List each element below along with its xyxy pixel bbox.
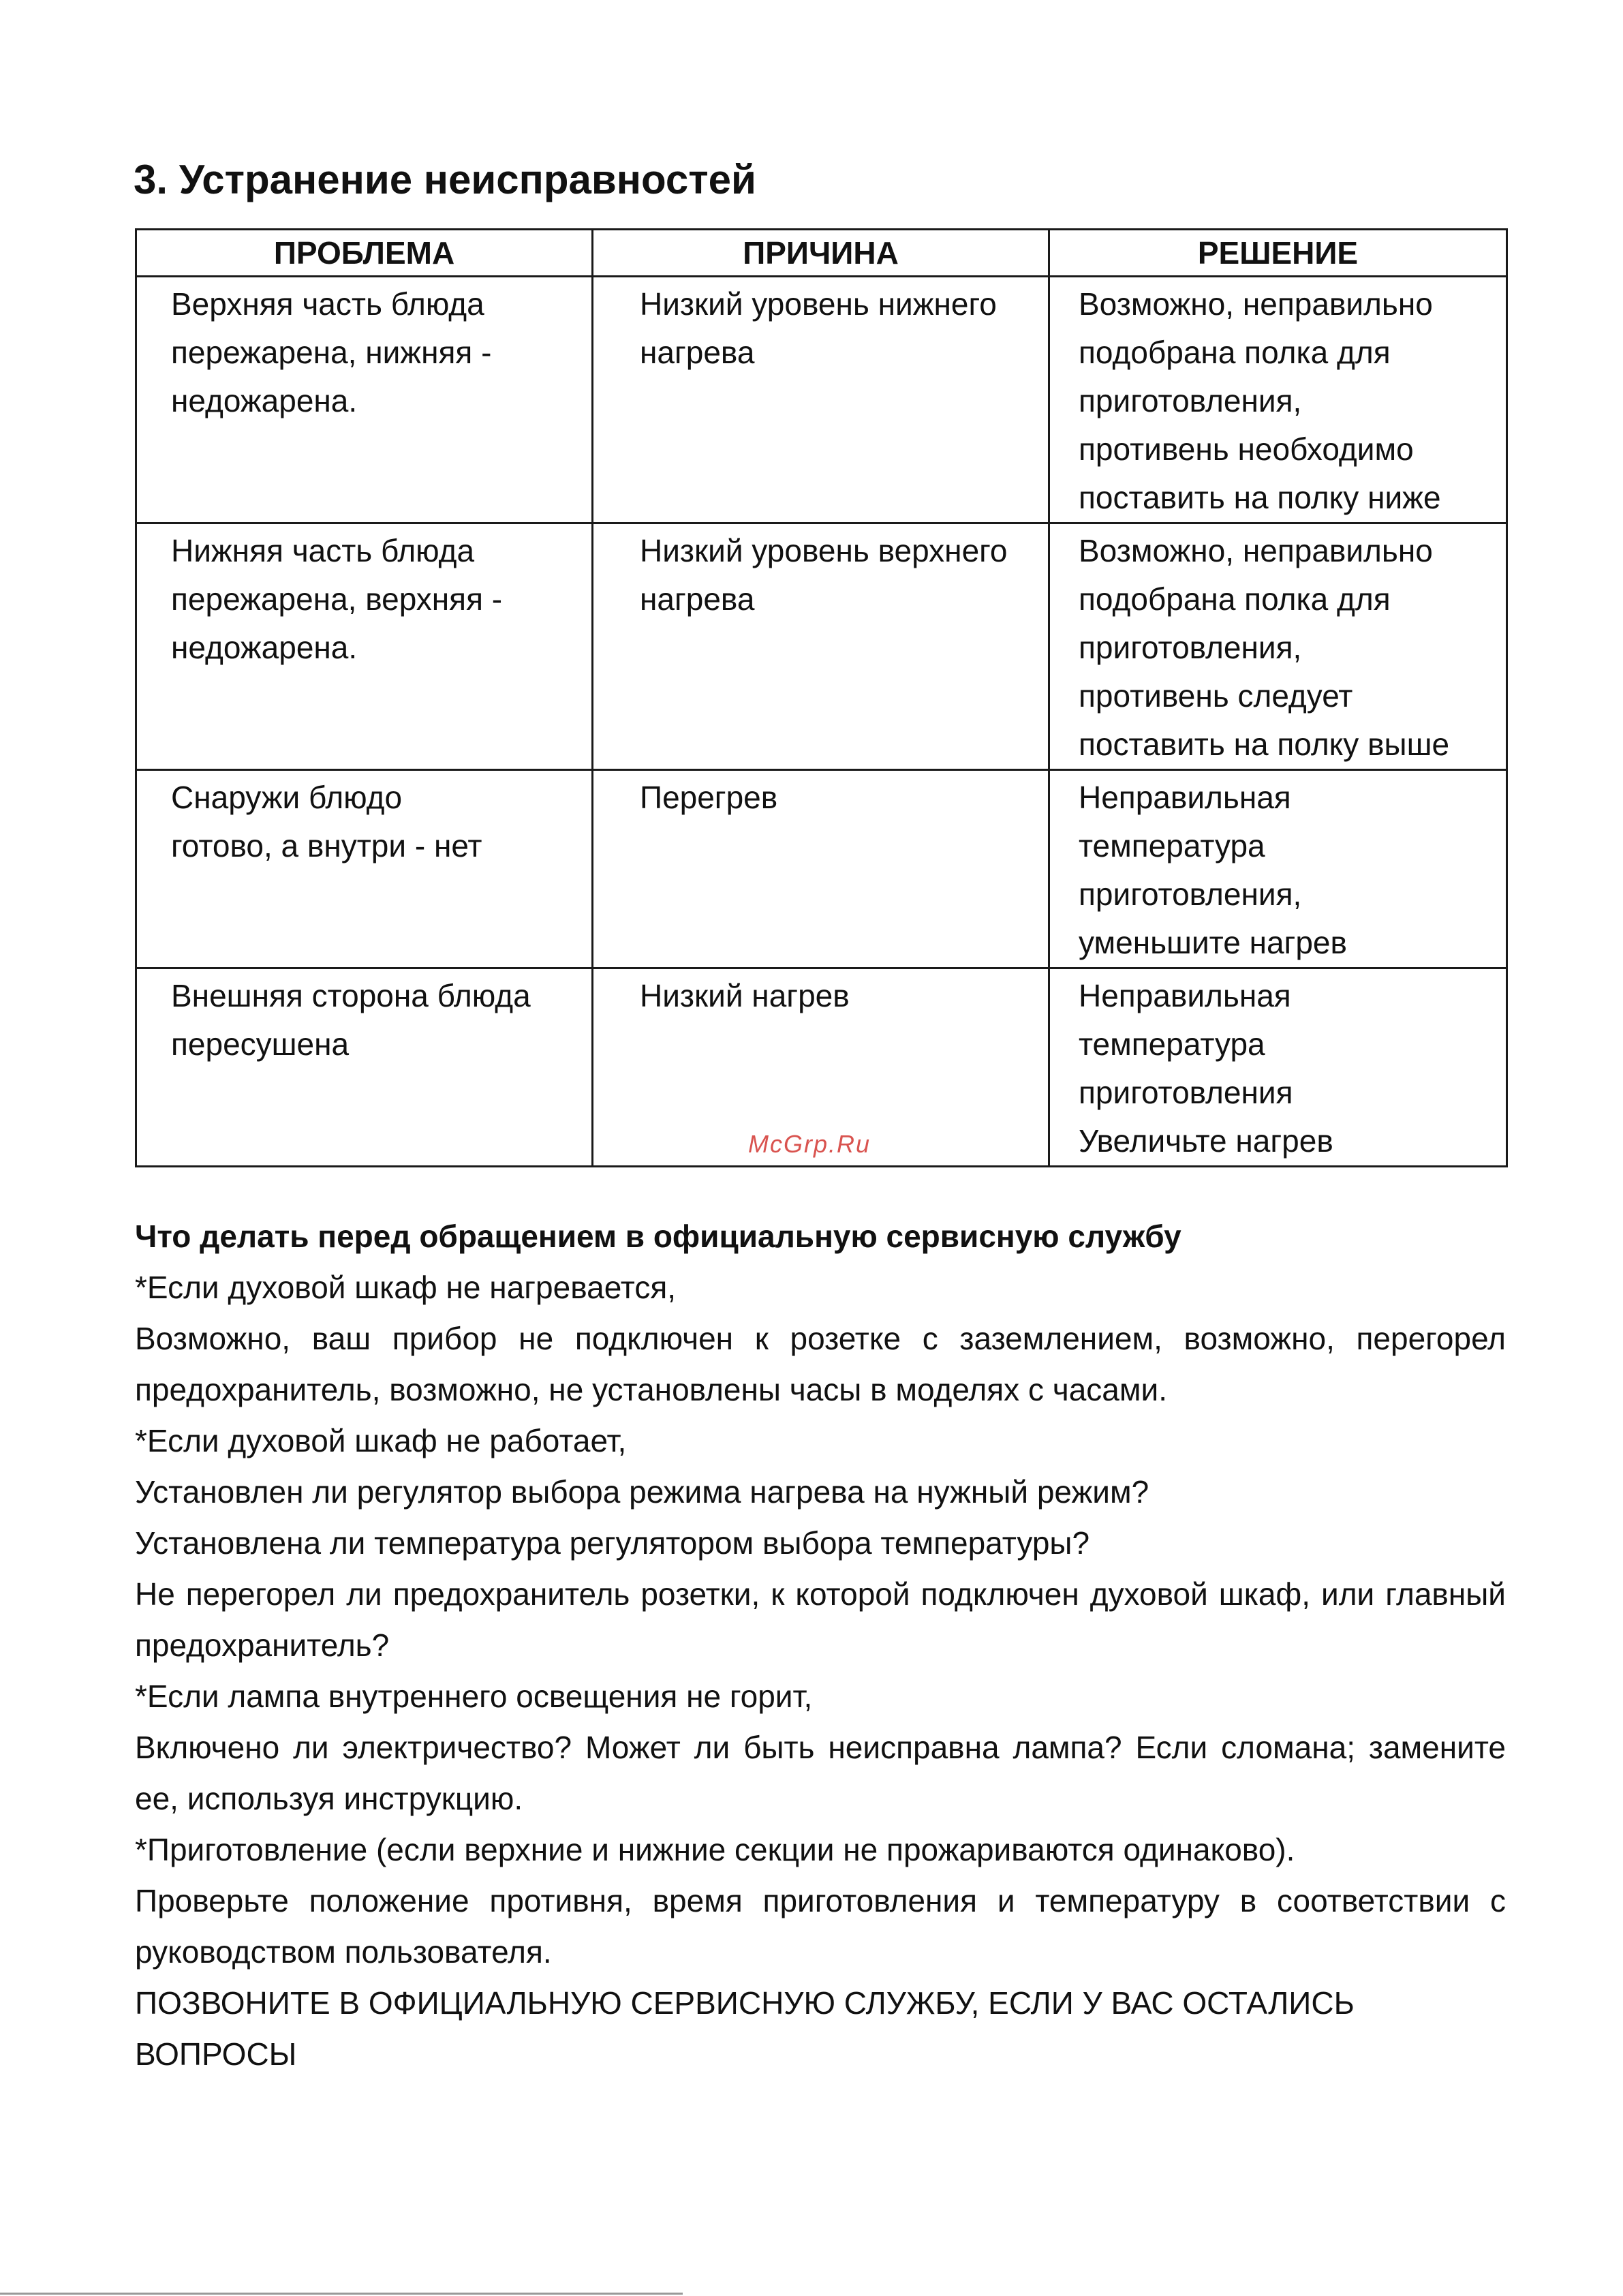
cell-line: нагрева — [640, 581, 755, 617]
cell-line: нагрева — [640, 335, 755, 370]
cell-line: Возможно, неправильно — [1079, 286, 1433, 322]
page-title: 3. Устранение неисправностей — [134, 157, 756, 202]
watermark: McGrp.Ru — [748, 1130, 871, 1158]
problem-cell — [136, 770, 593, 968]
service-heading: Что делать перед обращением в официальную сервисную службу — [135, 1219, 1181, 1254]
cause-cell — [593, 770, 1049, 968]
problem-cell — [136, 968, 593, 1167]
case-text: Установлен ли регулятор выбора режима нагрева на нужный режим? — [135, 1474, 1149, 1510]
cell-line: Низкий уровень нижнего — [640, 286, 997, 322]
table-header-row — [136, 230, 1507, 277]
case-title: *Если духовой шкаф не работает, — [135, 1423, 627, 1458]
cell-line: Неправильная — [1079, 780, 1291, 815]
cell-line: приготовления, — [1079, 383, 1302, 418]
cell-line: противень следует — [1079, 678, 1353, 714]
table-row — [136, 277, 1507, 523]
cell-line: подобрана полка для — [1079, 581, 1391, 617]
cell-line: подобрана полка для — [1079, 335, 1391, 370]
problem-cell — [136, 277, 593, 523]
solution-cell — [1049, 523, 1507, 770]
cell-line: пережарена, нижняя - — [171, 335, 492, 370]
cell-line: Увеличьте нагрев — [1079, 1123, 1333, 1159]
troubleshooting-table — [135, 228, 1508, 1167]
cell-line: Возможно, неправильно — [1079, 533, 1433, 568]
cell-line: приготовления, — [1079, 876, 1302, 912]
closing-note: ПОЗВОНИТЕ В ОФИЦИАЛЬНУЮ СЕРВИСНУЮ СЛУЖБУ, ЕСЛИ У ВАС ОСТАЛИСЬ ВОПРОСЫ — [135, 1985, 1355, 2072]
problem-cell — [136, 523, 593, 770]
cell-line: готово, а внутри - нет — [171, 828, 482, 863]
case-text: Установлена ли температура регулятором выбора температуры? — [135, 1525, 1090, 1561]
cell-line: недожарена. — [171, 383, 358, 418]
cell-line: Снаружи блюдо — [171, 780, 403, 815]
solution-cell — [1049, 770, 1507, 968]
header-cause: ПРИЧИНА — [593, 230, 1049, 277]
cell-line: уменьшите нагрев — [1079, 925, 1347, 960]
cell-line: поставить на полку выше — [1079, 726, 1450, 762]
cell-line: пережарена, верхняя - — [171, 581, 503, 617]
cell-line: Нижняя часть блюда — [171, 533, 475, 568]
cell-line: приготовления, — [1079, 630, 1302, 665]
cell-line: Верхняя часть блюда — [171, 286, 484, 322]
cause-cell — [593, 523, 1049, 770]
cell-line: температура — [1079, 828, 1265, 863]
case-text: Возможно, ваш прибор не подключен к розетке с заземлением, возможно, перегорел предохранитель, возможно, не установлены часы в моделях с часами. — [135, 1321, 1506, 1407]
cell-line: Перегрев — [640, 780, 778, 815]
footer-divider — [0, 2293, 683, 2295]
cell-line: Внешняя сторона блюда — [171, 978, 531, 1013]
solution-cell — [1049, 968, 1507, 1167]
cell-line: Низкий уровень верхнего — [640, 533, 1008, 568]
cell-line: Неправильная — [1079, 978, 1291, 1013]
case-title: *Если духовой шкаф не нагревается, — [135, 1270, 677, 1305]
case-text: Включено ли электричество? Может ли быть неисправна лампа? Если сломана; замените ее, используя инструкцию. — [135, 1730, 1506, 1816]
cell-line: приготовления — [1079, 1075, 1293, 1110]
table-row — [136, 770, 1507, 968]
header-problem: ПРОБЛЕМА — [136, 230, 593, 277]
cell-line: пересушена — [171, 1026, 350, 1062]
table-row — [136, 523, 1507, 770]
header-solution: РЕШЕНИЕ — [1049, 230, 1507, 277]
solution-cell — [1049, 277, 1507, 523]
case-title: *Приготовление (если верхние и нижние секции не прожариваются одинаково). — [135, 1832, 1295, 1867]
case-text: Не перегорел ли предохранитель розетки, к которой подключен духовой шкаф, или главный предохранитель? — [135, 1576, 1506, 1663]
cell-line: поставить на полку ниже — [1079, 480, 1441, 515]
service-instructions — [135, 1211, 1506, 2080]
cell-line: недожарена. — [171, 630, 358, 665]
case-title: *Если лампа внутреннего освещения не горит, — [135, 1679, 813, 1714]
cell-line: противень необходимо — [1079, 431, 1414, 467]
cause-cell — [593, 277, 1049, 523]
case-text: Проверьте положение противня, время приготовления и температуру в соответствии с руководством пользователя. — [135, 1883, 1506, 1970]
cell-line: Низкий нагрев — [640, 978, 850, 1013]
cell-line: температура — [1079, 1026, 1265, 1062]
